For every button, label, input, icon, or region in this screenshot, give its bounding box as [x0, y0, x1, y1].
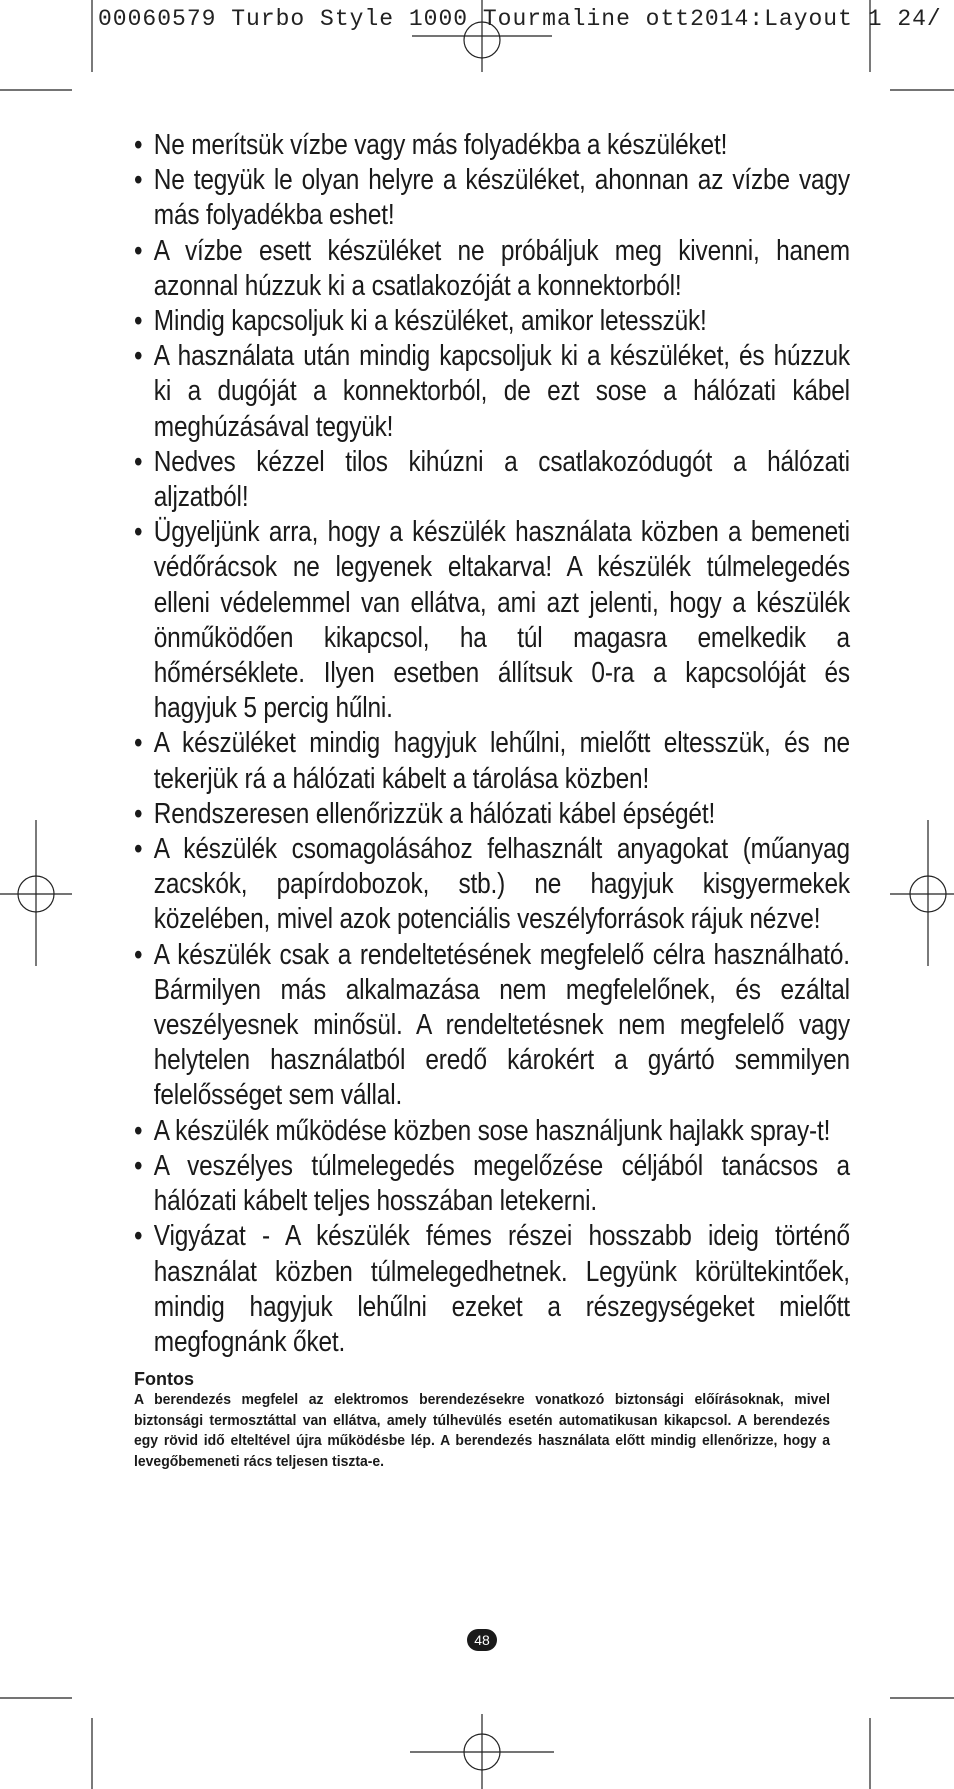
warning-item: • Mindig kapcsoljuk ki a készüléket, amikor letesszük! — [134, 304, 850, 339]
warning-item: • Ügyeljünk arra, hogy a készülék használata közben a bemeneti védőrácsok ne legyenek eltakarva! A készülék túlmelegedés elleni védelemmel van ellátva, ami azt jelenti, hogy a készülék önműködően kikapcsol, ha túl magasra emelkedik a hőmérséklete. Ilyen esetben állítsuk 0-ra a kapcsolóját és hagyjuk 5 percig hűlni. — [134, 516, 850, 725]
page-number-badge: 48 — [467, 1629, 497, 1651]
bullet: • — [134, 727, 143, 760]
bullet: • — [134, 797, 143, 830]
warning-item: • A készülék csomagolásához felhasznált anyagokat (műanyag zacskók, papírdobozok, stb.) ne hagyjuk kisgyermekek közelében, mivel azok potenciális veszélyforrások rájuk nézve! — [134, 833, 850, 936]
warning-item: • Ne tegyük le olyan helyre a készüléket, ahonnan az vízbe vagy más folyadékba eshet! — [134, 164, 850, 232]
bullet: • — [134, 164, 143, 197]
manual-page-content — [134, 128, 850, 1472]
warning-item: • A veszélyes túlmelegedés megelőzése céljából tanácsos a hálózati kábelt teljes hosszában letekerni. — [134, 1149, 850, 1218]
important-heading: Fontos — [134, 1369, 194, 1390]
warning-item: • A vízbe esett készüléket ne próbáljuk meg kivenni, hanem azonnal húzzuk ki a csatlakozóját a konnektorból! — [134, 234, 850, 302]
important-note: A berendezés megfelel az elektromos berendezésekre vonatkozó biztonsági előírásoknak, mivel biztonsági termosztáttal van ellátva, amely túlhevülés esetén automatikusan kikapcsol. A berendezés egy rövid idő elteltével újra működésbe lép. A berendezés használata előtt mindig ellenőrizze, hogy a levegőbemeneti rács teljesen tiszta-e. — [134, 1391, 831, 1470]
safety-warnings-list — [134, 128, 850, 1360]
warning-item: • A készüléket mindig hagyjuk lehűlni, mielőtt eltesszük, és ne tekerjük rá a hálózati kábelt a tárolása közben! — [134, 727, 850, 795]
bullet: • — [134, 833, 143, 866]
bullet: • — [134, 1220, 143, 1253]
bullet: • — [134, 340, 143, 373]
warning-item: • A készülék csak a rendeltetésének megfelelő célra használható. Bármilyen más alkalmazása nem megfelelőnek, és ezáltal veszélyesnek minősül. A rendeltetésnek nem megfelelő vagy helytelen használatból eredő károkért a gyártó semmilyen felelősséget sem vállal. — [134, 938, 850, 1112]
print-slug: 00060579 Turbo Style 1000 Tourmaline ott2014:Layout 1 24/ — [98, 6, 942, 32]
warning-item: • Vigyázat - A készülék fémes részei hosszabb ideig történő használat közben túlmelegedhetnek. Legyünk körültekintőek, mindig hagyjuk lehűlni ezeket a részegységeket mielőtt megfognánk őket. — [134, 1220, 850, 1358]
warning-item: • A használata után mindig kapcsoljuk ki a készüléket, és húzzuk ki a dugóját a konnektorból, de ezt sose a hálózati kábel meghúzásával tegyük! — [134, 340, 850, 443]
bullet: • — [134, 234, 143, 267]
bullet: • — [134, 516, 143, 549]
warning-item: • Nedves kézzel tilos kihúzni a csatlakozódugót a hálózati aljzatból! — [134, 445, 850, 514]
bullet: • — [134, 305, 143, 338]
bullet: • — [134, 129, 143, 161]
bullet: • — [134, 1114, 143, 1147]
bullet: • — [134, 938, 143, 971]
warning-item: • Rendszeresen ellenőrizzük a hálózati kábel épségét! — [134, 797, 850, 832]
bullet: • — [134, 445, 143, 478]
warning-item: • A készülék működése közben sose használjunk hajlakk spray-t! — [134, 1114, 850, 1149]
warning-item: • Ne merítsük vízbe vagy más folyadékba a készüléket! — [134, 128, 850, 163]
bullet: • — [134, 1149, 143, 1182]
